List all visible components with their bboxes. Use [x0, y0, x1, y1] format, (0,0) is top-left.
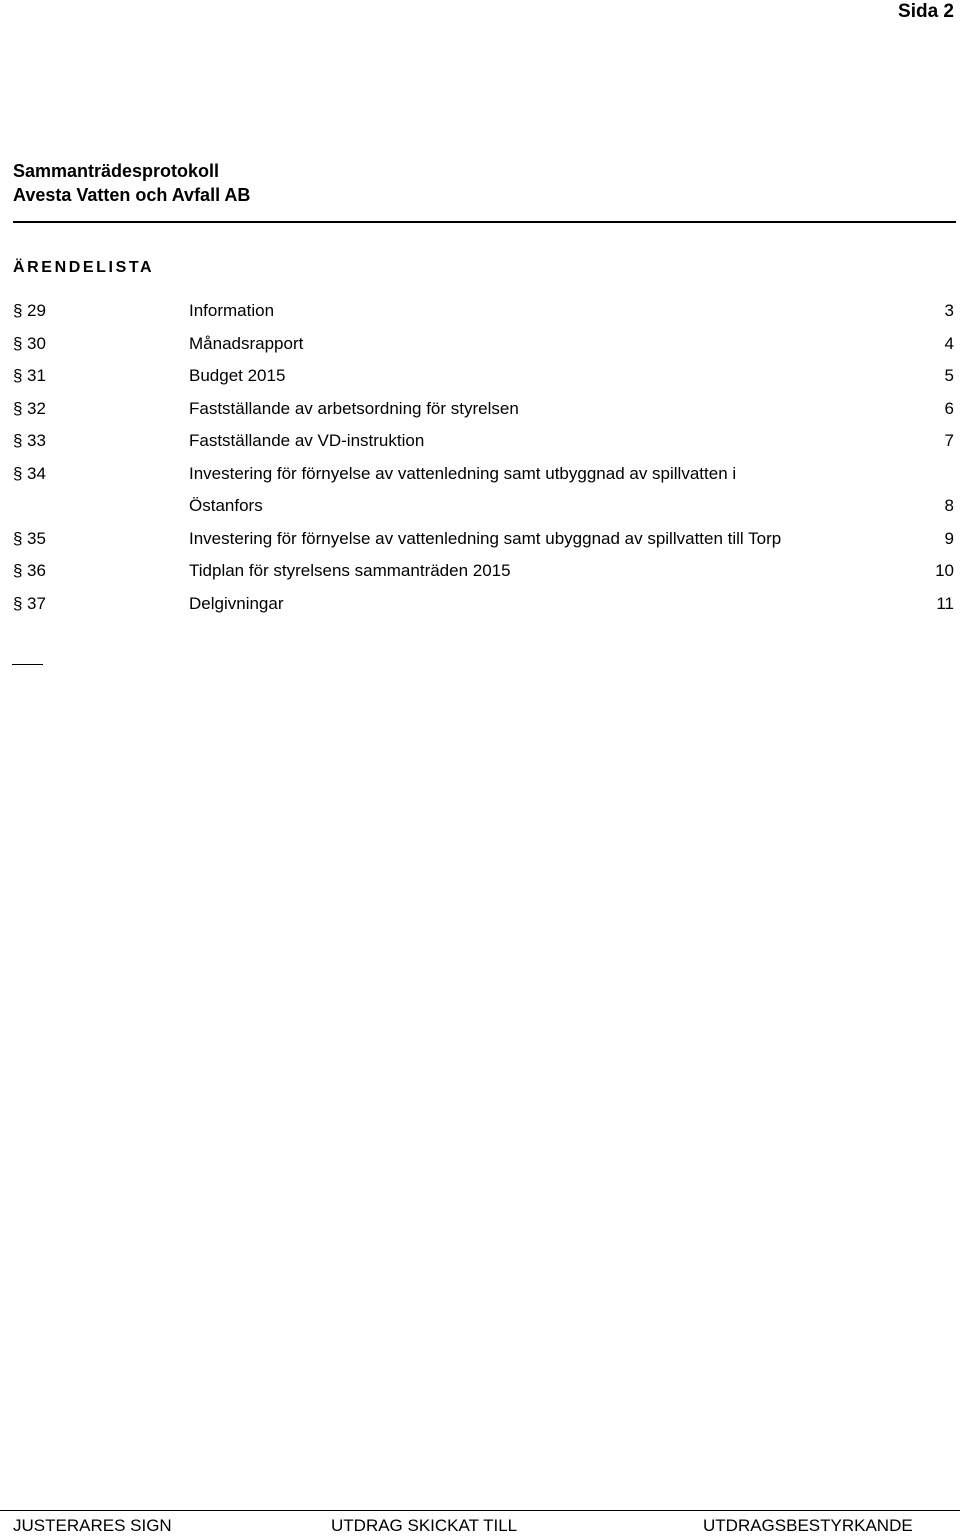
- agenda-item: [0, 331, 960, 364]
- paragraph-sign: §: [13, 366, 23, 385]
- agenda-item-continuation: [0, 493, 960, 526]
- agenda-item-page: 9: [944, 528, 954, 548]
- paragraph-sign: §: [13, 398, 23, 418]
- document-header: [13, 159, 250, 207]
- agenda-item-page: 4: [944, 333, 954, 353]
- agenda-item-title: Delgivningar: [189, 593, 284, 613]
- agenda-item-title: Månadsrapport: [189, 333, 304, 353]
- agenda-item-number: 31: [27, 366, 46, 385]
- agenda-item-number: 30: [27, 333, 46, 353]
- list-end-rule: [12, 664, 43, 665]
- agenda-item-number: 37: [27, 593, 46, 613]
- agenda-item: [0, 428, 960, 461]
- paragraph-sign: §: [13, 301, 23, 320]
- agenda-item-title: Fastställande av arbetsordning för styrelsen: [189, 398, 519, 418]
- agenda-item-title: Budget 2015: [189, 366, 286, 385]
- agenda-item-number: 32: [27, 398, 46, 418]
- agenda-item: [0, 591, 960, 624]
- footer-certification-label: UTDRAGSBESTYRKANDE: [703, 1516, 913, 1535]
- agenda-item-page: 3: [944, 301, 954, 320]
- agenda-item-number: 35: [27, 528, 46, 548]
- agenda-item-page: 6: [944, 398, 954, 418]
- paragraph-sign: §: [13, 593, 23, 613]
- agenda-item-page: 10: [935, 561, 954, 580]
- organization-name: Avesta Vatten och Avfall AB: [13, 185, 251, 205]
- agenda-item-title: Investering för förnyelse av vattenledning samt utbyggnad av spillvatten i: [189, 463, 737, 483]
- footer-signature-label: JUSTERARES SIGN: [13, 1516, 172, 1535]
- header-divider: [13, 221, 956, 223]
- section-heading: ÄRENDELISTA: [13, 259, 155, 276]
- agenda-item-page: 11: [936, 593, 954, 613]
- agenda-item: [0, 461, 960, 494]
- agenda-item-title: Information: [189, 301, 275, 320]
- agenda-item-number: 33: [27, 431, 46, 450]
- paragraph-sign: §: [13, 561, 23, 580]
- paragraph-sign: §: [13, 333, 23, 353]
- agenda-item: [0, 558, 960, 591]
- footer-sent-label: UTDRAG SKICKAT TILL: [331, 1516, 518, 1535]
- agenda-item: [0, 298, 960, 331]
- document-title: Sammanträdesprotokoll: [13, 161, 220, 181]
- agenda-item: [0, 526, 960, 559]
- agenda-item-page: 5: [944, 366, 954, 385]
- agenda-item-number: 34: [27, 463, 46, 483]
- agenda-item: [0, 396, 960, 429]
- agenda-item-page: 7: [944, 431, 954, 450]
- agenda-item-title: Tidplan för styrelsens sammanträden 2015: [189, 561, 511, 580]
- agenda-item-number: 29: [27, 301, 46, 320]
- agenda-item-title: Fastställande av VD-instruktion: [189, 431, 425, 450]
- agenda-item-title: Investering för förnyelse av vattenledning samt ubyggnad av spillvatten till Torp: [189, 528, 782, 548]
- agenda-item-number: 36: [27, 561, 46, 580]
- footer-divider: [0, 1510, 960, 1511]
- agenda-item-page: 8: [944, 496, 954, 515]
- page-number-label: Sida 2: [898, 1, 954, 22]
- agenda-list: [0, 298, 960, 623]
- paragraph-sign: §: [13, 463, 23, 483]
- agenda-item: [0, 363, 960, 396]
- agenda-item-title-continued: Östanfors: [189, 496, 263, 515]
- paragraph-sign: §: [13, 431, 23, 450]
- paragraph-sign: §: [13, 528, 23, 548]
